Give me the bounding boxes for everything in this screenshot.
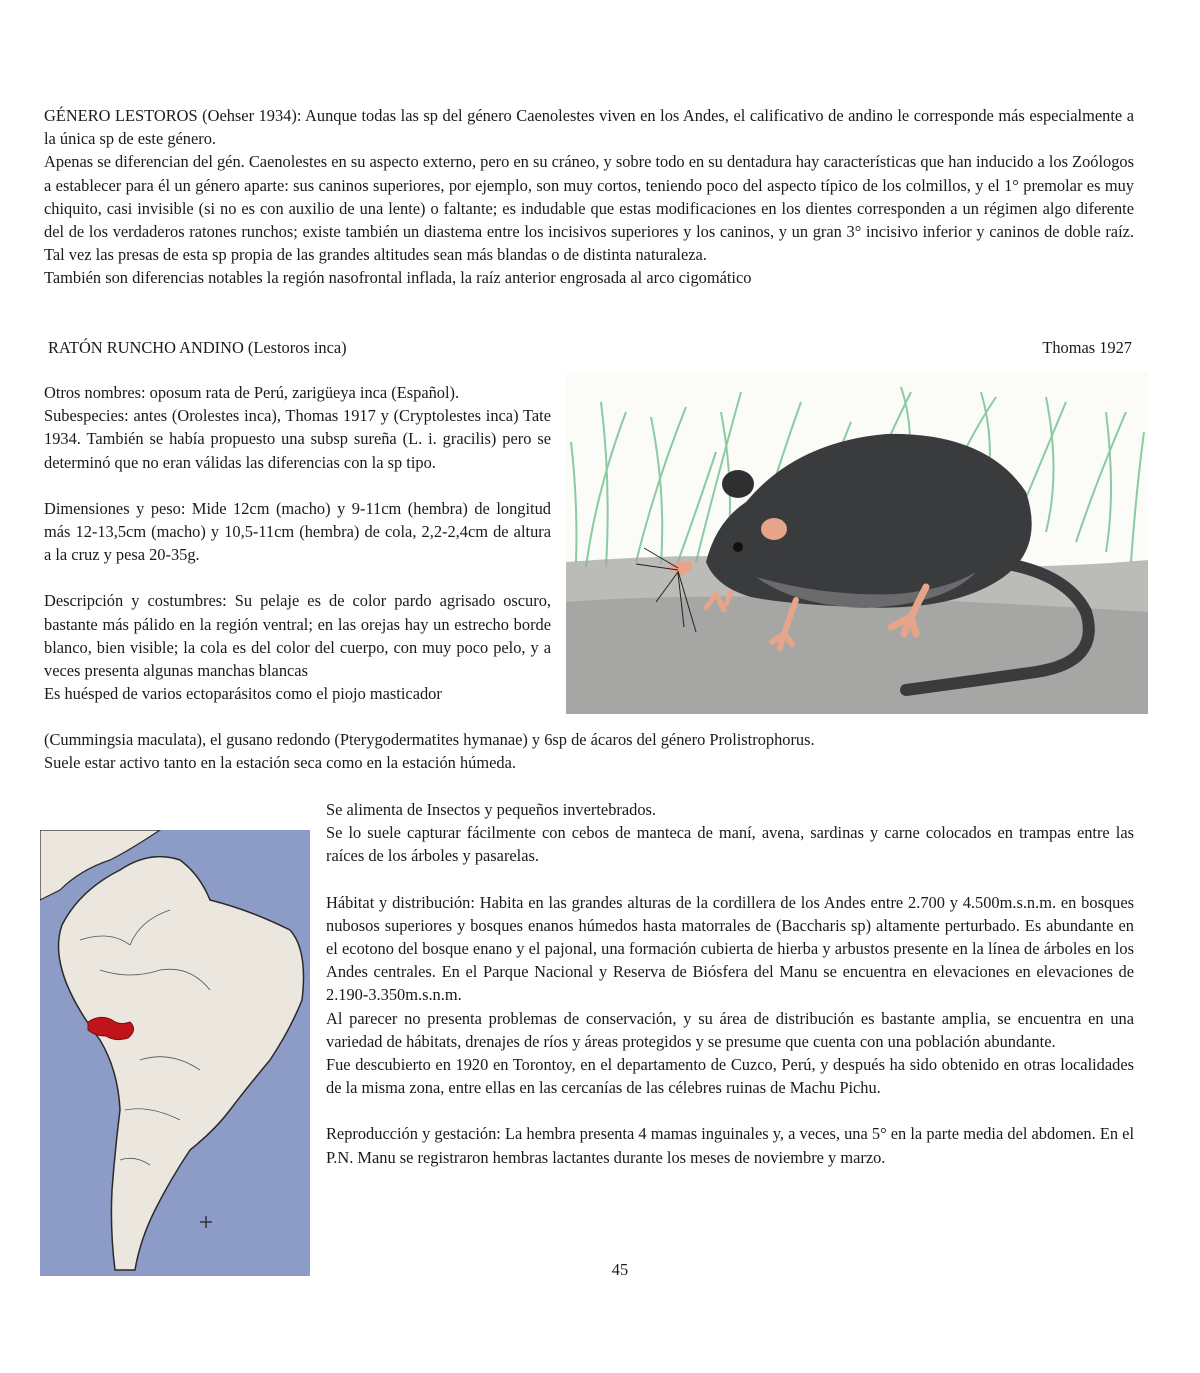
genus-paragraph-3: También son diferencias notables la región nasofrontal inflada, la raíz anterior engrosada al arco cigomático [44, 268, 752, 288]
species-author: Thomas 1927 [1042, 338, 1132, 357]
conservation: Al parecer no presenta problemas de conservación, y su área de distribución es bastante amplia, se encuentra en una variedad de hábitats, drenajes de ríos y áreas protegidos y se presume que cuenta con una población abundante. [326, 1008, 1134, 1051]
description: Descripción y costumbres: Su pelaje es de color pardo agrisado oscuro, bastante más pálido en la región ventral; en las orejas hay un estrecho borde blanco, bien visible; la cola es del color del cuerpo, con muy poco pelo, y a veces presenta algunas manchas blancas [44, 591, 551, 681]
host-end: (Cummingsia maculata), el gusano redondo (Pterygodermatites hymanae) y 6sp de ácaros del género Prolistrophorus. [44, 730, 815, 749]
rat-ear-back [722, 470, 754, 498]
dimensions: Dimensiones y peso: Mide 12cm (macho) y 9-11cm (hembra) de longitud más 12-13,5cm (macho) y 10,5-11cm (hembra) de cola, 2,2-2,4cm de altura a la cruz y pesa 20-35g. [44, 498, 551, 565]
left-column [44, 381, 551, 705]
right-column [326, 798, 1134, 1169]
full-width-text [44, 728, 1134, 774]
genus-intro [44, 104, 1134, 290]
subspecies: Subespecies: antes (Orolestes inca), Thomas 1917 y (Cryptolestes inca) Tate 1934. También se había propuesto una subsp sureña (L. i. gracilis) pero se determinó que no eran válidas las diferencias con la sp tipo. [44, 406, 551, 472]
activity: Suele estar activo tanto en la estación seca como en la estación húmeda. [44, 753, 516, 773]
rat-illustration [566, 372, 1148, 714]
discovery: Fue descubierto en 1920 en Torontoy, en el departamento de Cuzco, Perú, y después ha sido obtenido en otras localidades de la misma zona, entre ellas en las cercanías de las célebres ruinas de Machu Pichu. [326, 1055, 1134, 1098]
species-heading [48, 336, 1132, 359]
other-names: Otros nombres: oposum rata de Perú, zarigüeya inca (Español). [44, 383, 460, 402]
species-name: RATÓN RUNCHO ANDINO (Lestoros inca) [48, 338, 347, 357]
reproduction: Reproducción y gestación: La hembra presenta 4 mamas inguinales y, a veces, una 5° en la parte media del abdomen. En el P.N. Manu se registraron hembras lactantes durante los meses de noviembre y marzo. [326, 1124, 1134, 1167]
capture: Se lo suele capturar fácilmente con cebos de manteca de maní, avena, sardinas y carne colocados en trampas entre las raíces de los árboles y pasarelas. [326, 823, 1134, 866]
host-start: Es huésped de varios ectoparásitos como el piojo masticador [44, 684, 442, 704]
diet: Se alimenta de Insectos y pequeños invertebrados. [326, 800, 656, 819]
habitat: Hábitat y distribución: Habita en las grandes alturas de la cordillera de los Andes entre 2.700 y 4.500m.s.n.m. en bosques nubosos superiores y bosques enanos húmedos hasta matorrales de (Baccharis sp) altamente perturbado. Es abundante en el ecotono del bosque enano y el pajonal, una formación cubierta de hierba y arbustos presente en la línea de árboles en los Andes centrales. En el Parque Nacional y Reserva de Biósfera del Manu se encuentra en elevaciones en elevaciones de 2.190-3.350m.s.n.m. [326, 892, 1134, 1005]
genus-paragraph-2: Apenas se diferencian del gén. Caenolestes en su aspecto externo, pero en su cráneo, y sobre todo en su dentadura hay características que han inducido a los Zoólogos a establecer para él un género aparte: sus caninos superiores, por ejemplo, son muy cortos, teniendo poco del aspecto típico de los colmillos, y el 1° premolar es muy chiquito, casi invisible (si no es con auxilio de una lente) o faltante; es indudable que estas modificaciones en los dientes corresponden a un régimen algo diferente del de los verdaderos ratones runchos; existe también un diastema entre los incisivos superiores y los caninos, y un gran 3° incisivo inferior y caninos de doble raíz. Tal vez las presas de esta sp propia de las grandes altitudes sean más blandas o de distinta naturaleza. [44, 152, 1134, 265]
distribution-map [40, 830, 310, 1276]
page-number: 45 [611, 1260, 629, 1279]
rat-eye [733, 542, 743, 552]
genus-paragraph-1: GÉNERO LESTOROS (Oehser 1934): Aunque todas las sp del género Caenolestes viven en los Andes, el calificativo de andino le corresponde más especialmente a la única sp de este género. [44, 106, 1134, 149]
